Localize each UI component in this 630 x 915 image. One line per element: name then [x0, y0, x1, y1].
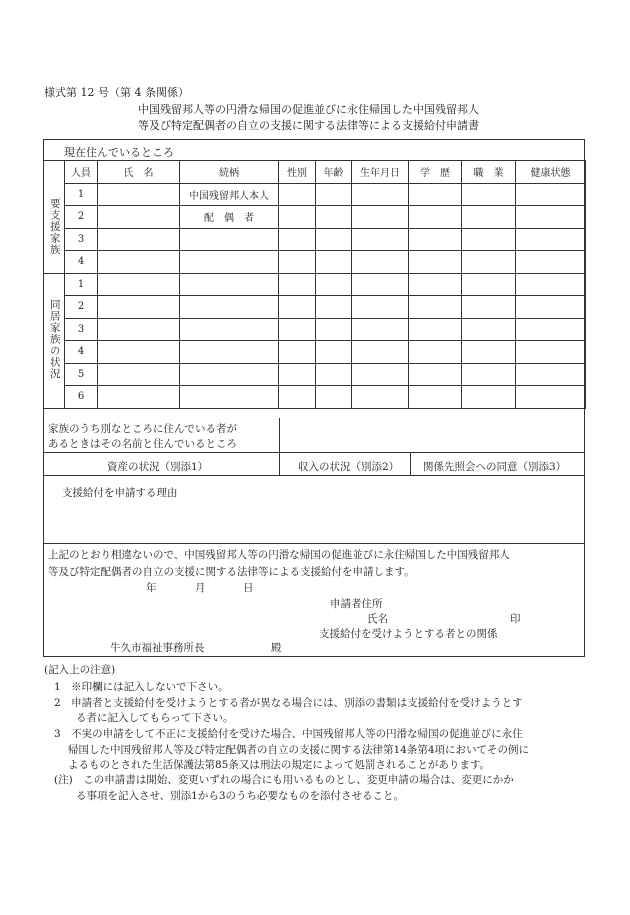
name-field[interactable] — [98, 206, 180, 229]
relation-field[interactable] — [180, 341, 279, 364]
health-field[interactable] — [516, 228, 586, 251]
age-field[interactable] — [316, 228, 352, 251]
table-row — [44, 183, 586, 206]
assets-status-label: 資産の状況（別添1） — [107, 461, 209, 473]
table-row — [44, 318, 586, 341]
family-section-label: 要支援家族 — [44, 183, 65, 273]
sex-field[interactable] — [279, 228, 316, 251]
note-item: (注) この申請書は開始、変更いずれの場合にも用いるものとし、変更申請の場合は、変更にかか — [54, 774, 514, 786]
health-field[interactable] — [516, 183, 586, 206]
sex-field[interactable] — [279, 341, 316, 364]
table-row — [44, 296, 586, 319]
row-number: 1 — [65, 183, 98, 206]
relation-field[interactable] — [180, 386, 279, 409]
occupation-field[interactable] — [462, 251, 516, 274]
age-field[interactable] — [316, 206, 352, 229]
honorific-label: 殿 — [271, 642, 282, 654]
name-field[interactable] — [98, 341, 180, 364]
row-number: 1 — [65, 273, 98, 296]
age-field[interactable] — [316, 273, 352, 296]
col-header-name: 氏 名 — [98, 161, 180, 184]
education-field[interactable] — [409, 228, 462, 251]
declaration-line1: 上記のとおり相違ないので、中国残留邦人等の円滑な帰国の促進並びに永住帰国した中国残留邦人 — [48, 549, 510, 561]
table-row — [44, 251, 586, 274]
separate-residence-field[interactable] — [282, 420, 582, 450]
row-number: 4 — [65, 251, 98, 274]
health-field[interactable] — [516, 341, 586, 364]
occupation-field[interactable] — [462, 363, 516, 386]
form-title-line2: 等及び特定配偶者の自立の支援に関する法律等による支援給付申請書 — [138, 119, 479, 132]
col-header-education: 学 歴 — [409, 161, 462, 184]
sex-field[interactable] — [279, 318, 316, 341]
occupation-field[interactable] — [462, 273, 516, 296]
age-field[interactable] — [316, 251, 352, 274]
birthdate-field[interactable] — [352, 251, 409, 274]
income-status-label: 収入の状況（別添2） — [298, 461, 400, 473]
separate-residence-label-line1: 家族のうち別なところに住んでいる者が — [48, 423, 237, 435]
row-number: 3 — [65, 228, 98, 251]
row-number: 4 — [65, 341, 98, 364]
reason-field[interactable] — [48, 503, 580, 539]
relation-field[interactable] — [180, 318, 279, 341]
occupation-field[interactable] — [462, 341, 516, 364]
sex-field[interactable] — [279, 273, 316, 296]
birthdate-field[interactable] — [352, 341, 409, 364]
sex-field[interactable] — [279, 251, 316, 274]
note-item: 3 不実の申請をして不正に支援給付を受けた場合、中国残留邦人等の円滑な帰国の促進並びに永住 — [54, 728, 523, 740]
health-field[interactable] — [516, 206, 586, 229]
birthdate-field[interactable] — [352, 206, 409, 229]
addressee-label: 牛久市福祉事務所長 — [110, 642, 205, 654]
relation-field[interactable] — [180, 296, 279, 319]
applicant-name-label: 氏名 — [367, 613, 388, 625]
health-field[interactable] — [516, 318, 586, 341]
education-field[interactable] — [409, 183, 462, 206]
col-header-occupation: 職 業 — [462, 161, 516, 184]
row-number: 5 — [65, 363, 98, 386]
table-row — [44, 341, 586, 364]
education-field[interactable] — [409, 341, 462, 364]
sex-field[interactable] — [279, 206, 316, 229]
seal-mark: 印 — [510, 613, 521, 625]
name-field[interactable] — [98, 386, 180, 409]
form-title-line1: 中国残留邦人等の円滑な帰国の促進並びに永住帰国した中国残留邦人 — [138, 103, 479, 116]
note-item: る事項を記入させ、別添1から3のうち必要なものを添付させること。 — [76, 790, 405, 802]
row-number: 2 — [65, 296, 98, 319]
note-item: 1 ※印欄には記入しないで下さい。 — [54, 681, 229, 693]
relation-field[interactable] — [180, 251, 279, 274]
form-number: 様式第 12 号（第 4 条関係） — [44, 86, 189, 99]
health-field[interactable] — [516, 363, 586, 386]
relation-cell: 中国残留邦人本人 — [180, 183, 279, 206]
date-year-label: 年 — [146, 582, 157, 594]
table-row — [44, 386, 586, 409]
occupation-field[interactable] — [462, 206, 516, 229]
note-item: よるものとされた生活保護法第85条又は刑法の規定によって処罰されることがあります。 — [68, 759, 491, 771]
age-field[interactable] — [316, 341, 352, 364]
col-divider — [279, 452, 280, 475]
col-header-health: 健康状態 — [516, 161, 586, 184]
education-field[interactable] — [409, 206, 462, 229]
table-header-row — [44, 161, 586, 184]
section-label-cell — [44, 161, 65, 184]
relation-field[interactable] — [180, 363, 279, 386]
age-field[interactable] — [316, 318, 352, 341]
name-field[interactable] — [98, 363, 180, 386]
notes-heading: (記入上の注意) — [44, 664, 116, 676]
name-field[interactable] — [98, 228, 180, 251]
table-row — [44, 273, 586, 296]
note-item: 帰国した中国残留邦人等及び特定配偶者の自立の支援に関する法律第14条第4項においてその例に — [68, 744, 530, 756]
separate-residence-divider — [279, 418, 280, 452]
education-field[interactable] — [409, 251, 462, 274]
col-header-sex: 性別 — [279, 161, 316, 184]
health-field[interactable] — [516, 386, 586, 409]
education-field[interactable] — [409, 296, 462, 319]
age-field[interactable] — [316, 386, 352, 409]
occupation-field[interactable] — [462, 386, 516, 409]
table-row — [44, 363, 586, 386]
family-table — [43, 160, 586, 409]
sex-field[interactable] — [279, 363, 316, 386]
name-field[interactable] — [98, 251, 180, 274]
col-header-birthdate: 生年月日 — [352, 161, 409, 184]
occupation-field[interactable] — [462, 296, 516, 319]
name-field[interactable] — [98, 318, 180, 341]
education-field[interactable] — [409, 273, 462, 296]
note-item: 2 申請者と支援給付を受けようとする者が異なる場合には、別添の書類は支援給付を受けようとす — [54, 697, 523, 709]
date-day-label: 日 — [243, 582, 254, 594]
occupation-field[interactable] — [462, 183, 516, 206]
sex-field[interactable] — [279, 386, 316, 409]
occupation-field[interactable] — [462, 228, 516, 251]
row-number: 3 — [65, 318, 98, 341]
table-row — [44, 228, 586, 251]
birthdate-field[interactable] — [352, 296, 409, 319]
reason-label: 支援給付を申請する理由 — [62, 487, 178, 499]
health-field[interactable] — [516, 273, 586, 296]
row-number: 6 — [65, 386, 98, 409]
declaration-line2: 等及び特定配偶者の自立の支援に関する法律等による支援給付を申請します。 — [48, 566, 415, 578]
date-month-label: 月 — [195, 582, 206, 594]
birthdate-field[interactable] — [352, 386, 409, 409]
birthdate-field[interactable] — [352, 183, 409, 206]
residence-label: 現在住んでいるところ — [64, 146, 174, 159]
col-header-age: 年齢 — [316, 161, 352, 184]
table-row — [44, 206, 586, 229]
age-field[interactable] — [316, 363, 352, 386]
age-field[interactable] — [316, 296, 352, 319]
name-field[interactable] — [98, 183, 180, 206]
sex-field[interactable] — [279, 183, 316, 206]
col-divider — [410, 452, 411, 475]
consent-label: 関係先照会への同意（別添3） — [423, 461, 567, 473]
birthdate-field[interactable] — [352, 228, 409, 251]
cohabitant-section-label: 同居家族の状況 — [44, 273, 65, 408]
birthdate-field[interactable] — [352, 363, 409, 386]
sex-field[interactable] — [279, 296, 316, 319]
health-field[interactable] — [516, 251, 586, 274]
education-field[interactable] — [409, 318, 462, 341]
birthdate-field[interactable] — [352, 318, 409, 341]
applicant-address-label: 申請者住所 — [330, 598, 383, 610]
education-field[interactable] — [409, 386, 462, 409]
occupation-field[interactable] — [462, 318, 516, 341]
row-divider — [43, 543, 585, 544]
col-header-relation: 続柄 — [180, 161, 279, 184]
health-field[interactable] — [516, 296, 586, 319]
row-number: 2 — [65, 206, 98, 229]
row-divider — [43, 452, 585, 453]
age-field[interactable] — [316, 183, 352, 206]
col-header-number: 人員 — [65, 161, 98, 184]
relation-cell: 配 偶 者 — [180, 206, 279, 229]
education-field[interactable] — [409, 363, 462, 386]
relation-field[interactable] — [180, 228, 279, 251]
name-field[interactable] — [98, 296, 180, 319]
relation-field[interactable] — [180, 273, 279, 296]
separate-residence-label-line2: あるときはその名前と住んでいるところ — [48, 438, 237, 450]
note-item: る者に記入してもらって下さい。 — [76, 712, 234, 724]
row-divider — [43, 475, 585, 476]
name-field[interactable] — [98, 273, 180, 296]
birthdate-field[interactable] — [352, 273, 409, 296]
applicant-relation-label: 支援給付を受けようとする者との関係 — [319, 628, 498, 640]
